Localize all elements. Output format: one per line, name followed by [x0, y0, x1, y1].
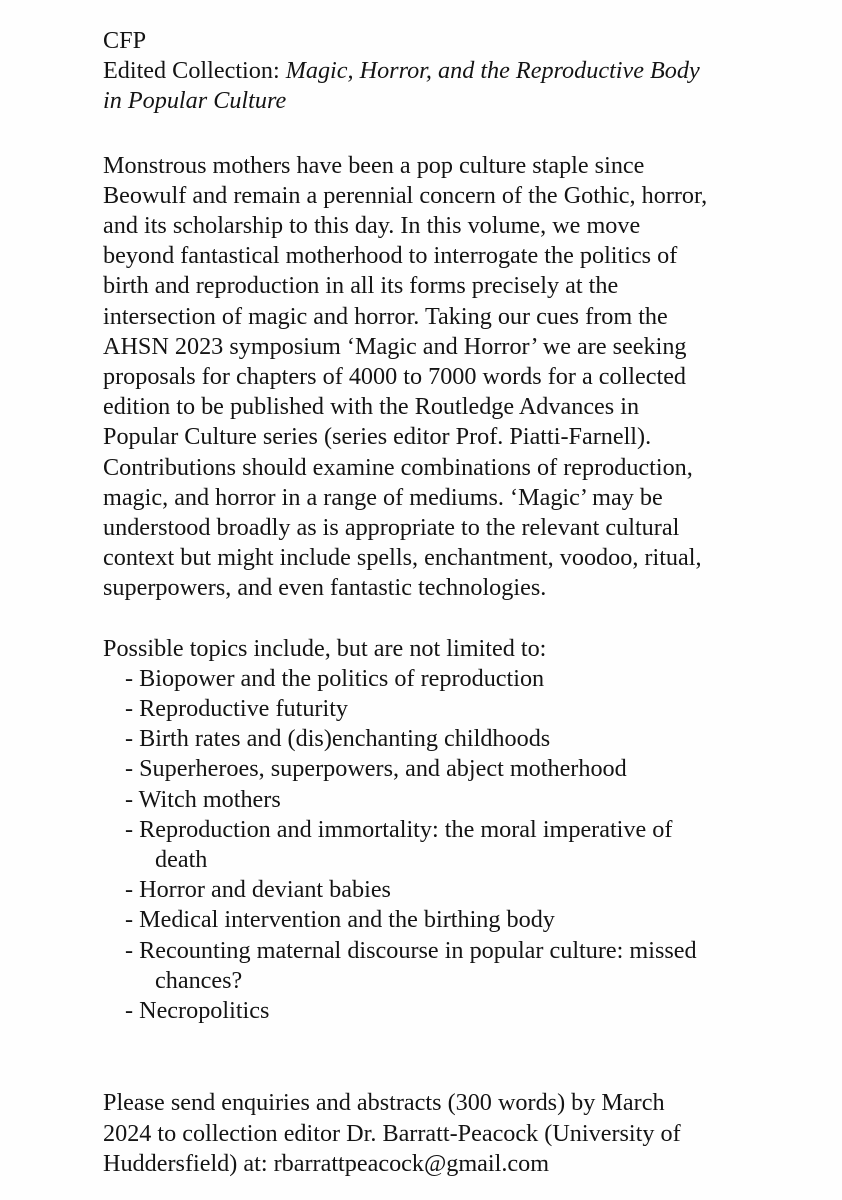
paragraph-line: superpowers, and even fantastic technologies.: [103, 574, 547, 602]
list-item: - Witch mothers: [125, 785, 281, 813]
paragraph-line: birth and reproduction in all its forms precisely at the: [103, 272, 619, 300]
list-item: - Necropolitics: [125, 997, 270, 1025]
list-item: - Medical intervention and the birthing body: [125, 906, 555, 934]
list-item: - Birth rates and (dis)enchanting childhoods: [125, 725, 551, 753]
submission-paragraph: [103, 1088, 823, 1179]
paragraph-line: magic, and horror in a range of mediums. ‘Magic’ may be: [103, 483, 663, 511]
paragraph-line: Please send enquiries and abstracts (300 words) by March: [103, 1089, 665, 1117]
description-paragraph: [103, 151, 823, 604]
collection-prefix: Edited Collection:: [103, 57, 286, 85]
list-item: - Reproductive futurity: [125, 695, 349, 723]
list-item: - Recounting maternal discourse in popular culture: missed: [125, 936, 697, 964]
list-item-continuation: death: [155, 846, 208, 874]
list-item: - Superheroes, superpowers, and abject motherhood: [125, 755, 627, 783]
list-item: - Reproduction and immortality: the moral imperative of: [125, 815, 673, 843]
paragraph-line: understood broadly as is appropriate to the relevant cultural: [103, 514, 680, 542]
paragraph-line: intersection of magic and horror. Taking our cues from the: [103, 302, 668, 330]
paragraph-line: and its scholarship to this day. In this volume, we move: [103, 212, 641, 240]
cfp-document: [103, 26, 823, 1179]
paragraph-line: Monstrous mothers have been a pop culture staple since: [103, 151, 645, 179]
topics-list: [103, 664, 823, 1026]
topics-intro: Possible topics include, but are not limited to:: [103, 634, 547, 662]
paragraph-line: beyond fantastical motherhood to interrogate the politics of: [103, 242, 678, 270]
collection-title-line-1: [103, 56, 823, 86]
collection-title: Magic, Horror, and the Reproductive Body: [285, 57, 700, 85]
spacer: [103, 604, 823, 634]
paragraph-line: proposals for chapters of 4000 to 7000 words for a collected: [103, 363, 687, 391]
paragraph-line: Contributions should examine combinations of reproduction,: [103, 453, 693, 481]
paragraph-line: 2024 to collection editor Dr. Barratt-Peacock (University of: [103, 1119, 681, 1147]
paragraph-line: Popular Culture series (series editor Prof. Piatti-Farnell).: [103, 423, 652, 451]
paragraph-line: edition to be published with the Routledge Advances in: [103, 393, 640, 421]
paragraph-line: context but might include spells, enchantment, voodoo, ritual,: [103, 544, 702, 572]
spacer: [103, 117, 823, 151]
list-item: - Horror and deviant babies: [125, 876, 391, 904]
list-item: - Biopower and the politics of reproduction: [125, 664, 545, 692]
contact-line: Huddersfield) at: rbarrattpeacock@gmail.com: [103, 1149, 550, 1177]
list-item-continuation: chances?: [155, 966, 243, 994]
collection-title-line-2: in Popular Culture: [103, 87, 287, 115]
paragraph-line: AHSN 2023 symposium ‘Magic and Horror’ we are seeking: [103, 332, 687, 360]
paragraph-line: Beowulf and remain a perennial concern of the Gothic, horror,: [103, 181, 708, 209]
cfp-label: CFP: [103, 27, 147, 54]
spacer: [103, 1026, 823, 1088]
